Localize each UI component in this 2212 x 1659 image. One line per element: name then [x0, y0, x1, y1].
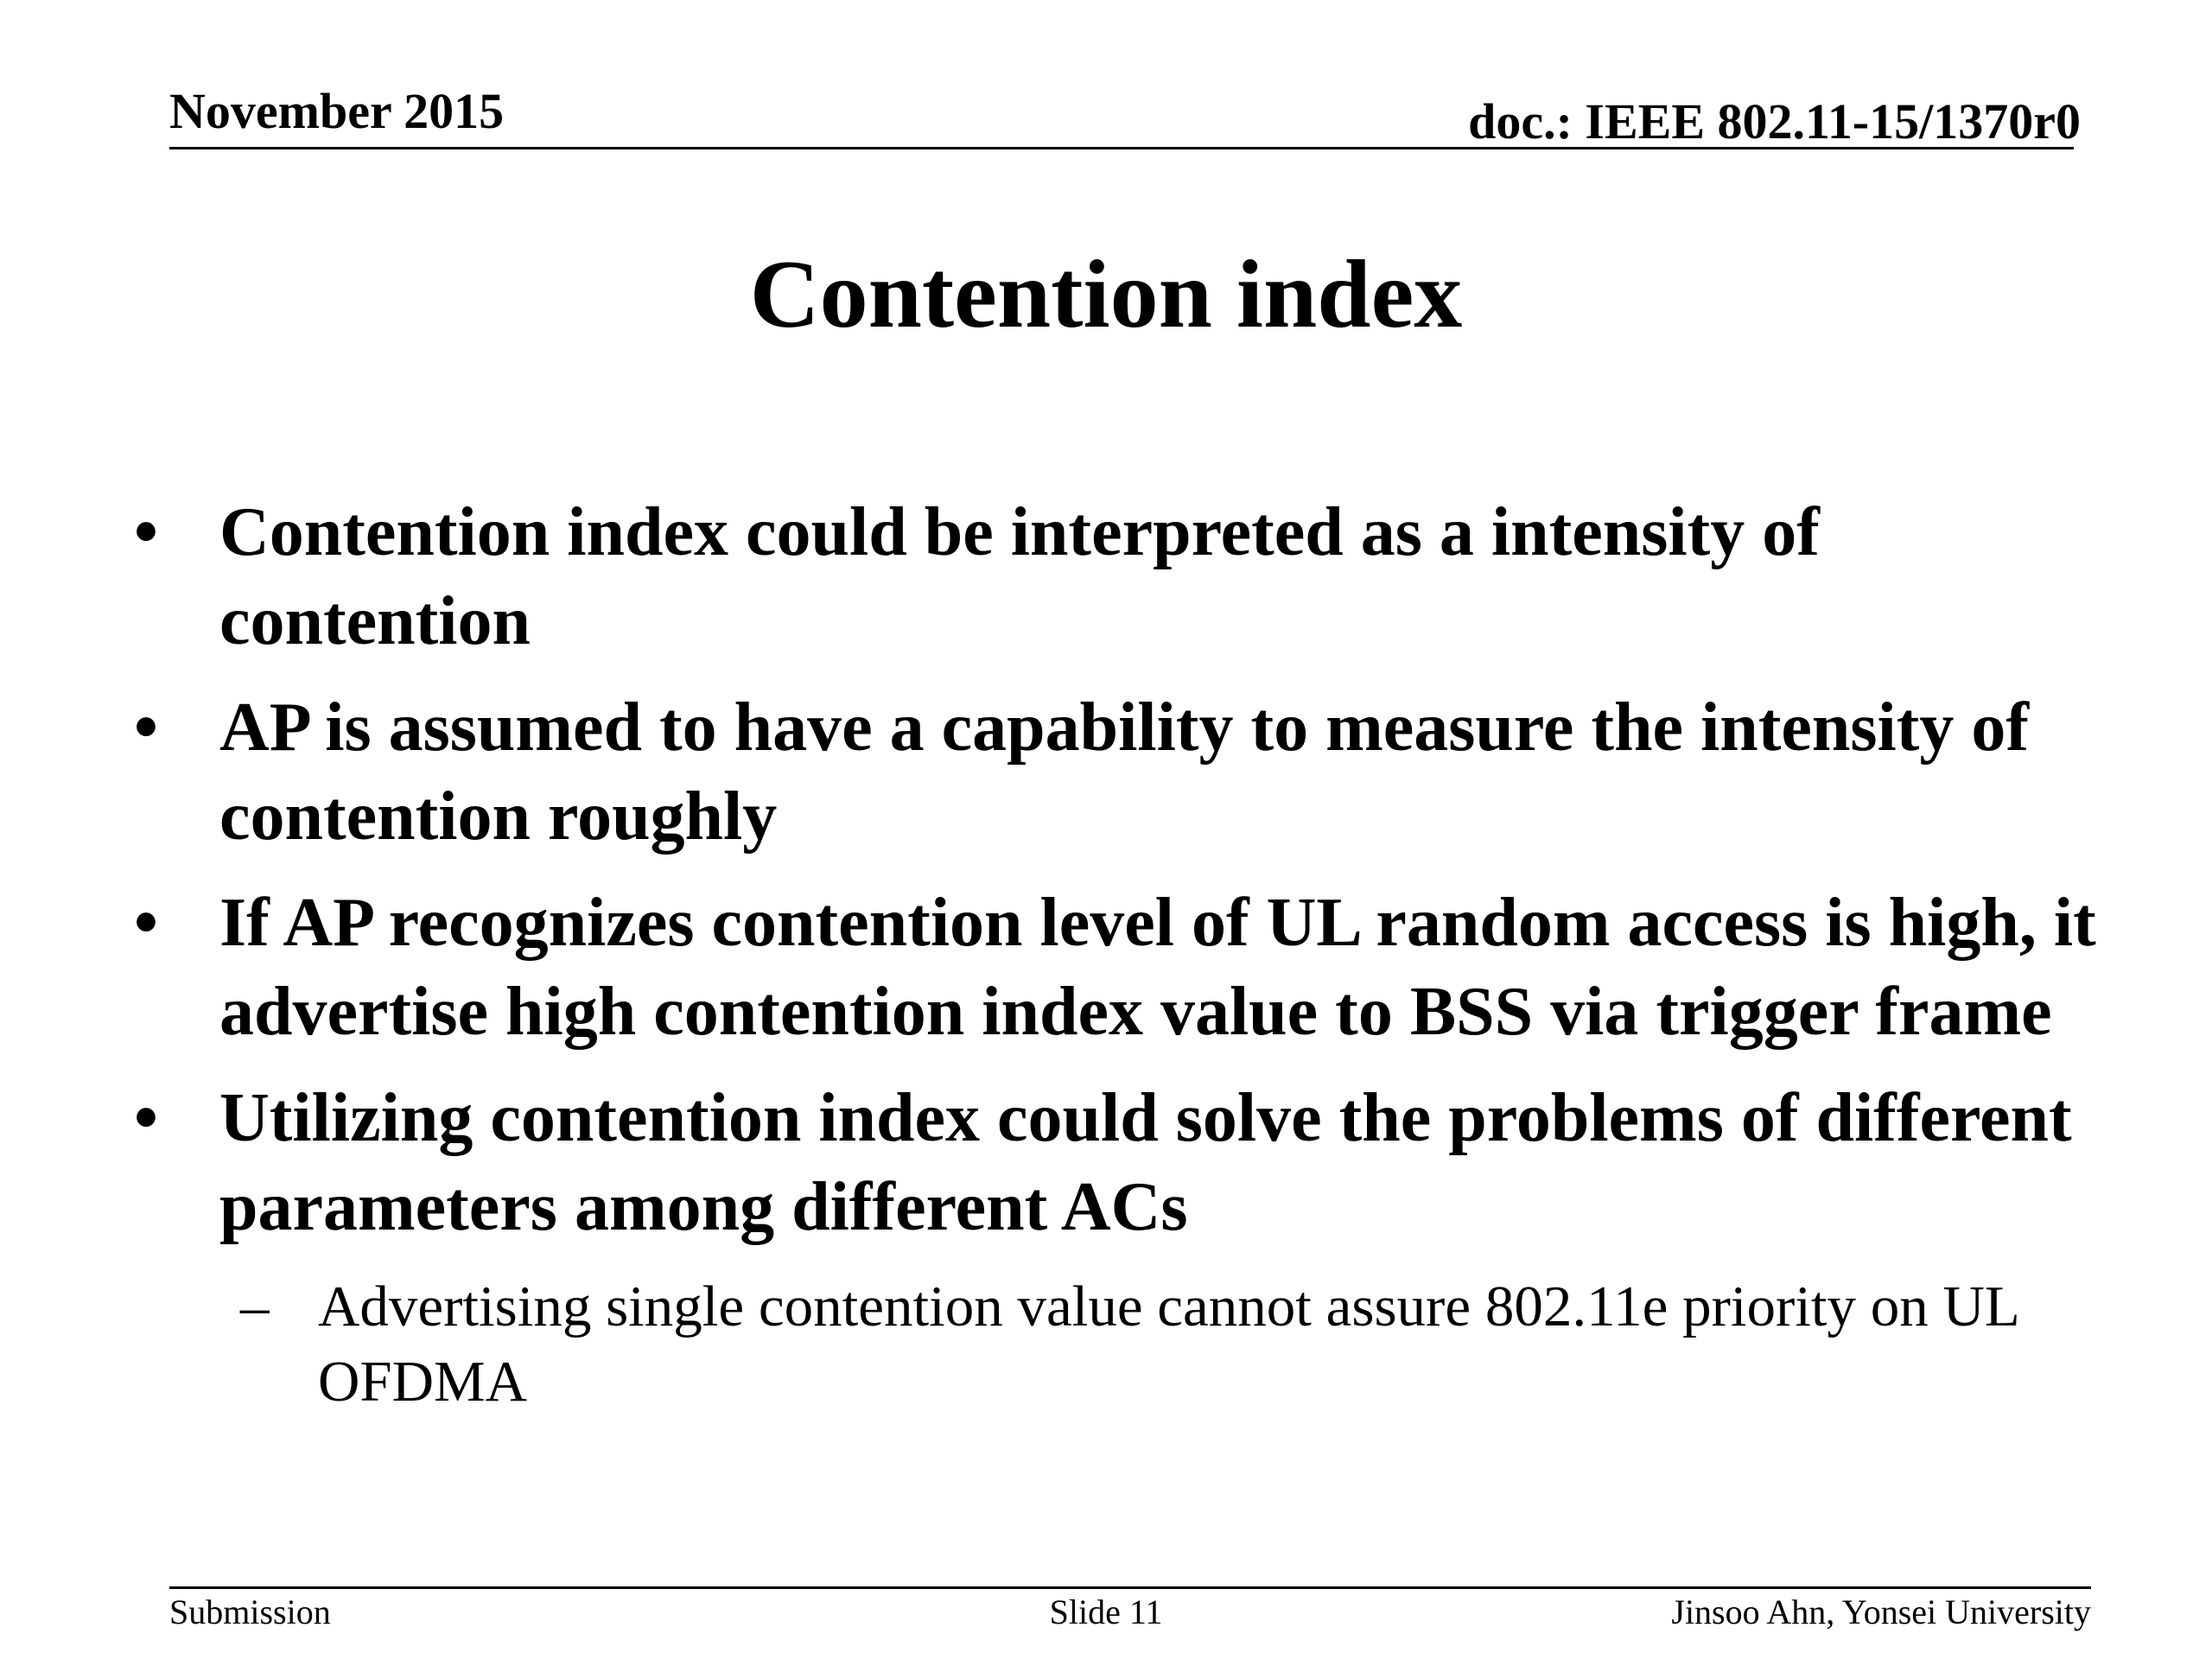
sub-bullet-text: Advertising single contention value cannot assure 802.11e priority on UL OFDMA [318, 1274, 2018, 1414]
header-date: November 2015 [169, 83, 505, 139]
sub-bullet-item [130, 1269, 2108, 1420]
header-divider [169, 147, 2074, 149]
slide-title: Contention index [749, 241, 1463, 348]
bullet-marker: • [134, 1080, 159, 1156]
footer-slide-number: Slide 11 [1049, 1592, 1163, 1631]
footer-submission: Submission [169, 1592, 331, 1631]
bullet-item [130, 488, 2108, 666]
bullet-item [130, 1074, 2108, 1252]
header-doc-id: doc.: IEEE 802.11-15/1370r0 [1468, 93, 2081, 149]
bullet-text: AP is assumed to have a capability to measure the intensity of contention roughly [219, 690, 2030, 855]
bullet-item [130, 879, 2108, 1057]
bullet-text: Utilizing contention index could solve the problems of different parameters among different ACs [219, 1080, 2072, 1245]
footer-divider [169, 1586, 2091, 1589]
sub-bullet-marker: – [240, 1274, 270, 1338]
bullet-marker: • [134, 690, 159, 766]
bullet-item [130, 683, 2108, 861]
bullet-marker: • [134, 494, 159, 570]
bullet-text: If AP recognizes contention level of UL random access is high, it advertise high contention index value to BSS via trigger frame [219, 885, 2096, 1050]
slide-body [130, 488, 2108, 1420]
bullet-text: Contention index could be interpreted as a intensity of contention [219, 494, 1820, 659]
bullet-marker: • [134, 885, 159, 961]
footer-author: Jinsoo Ahn, Yonsei University [1671, 1592, 2091, 1631]
